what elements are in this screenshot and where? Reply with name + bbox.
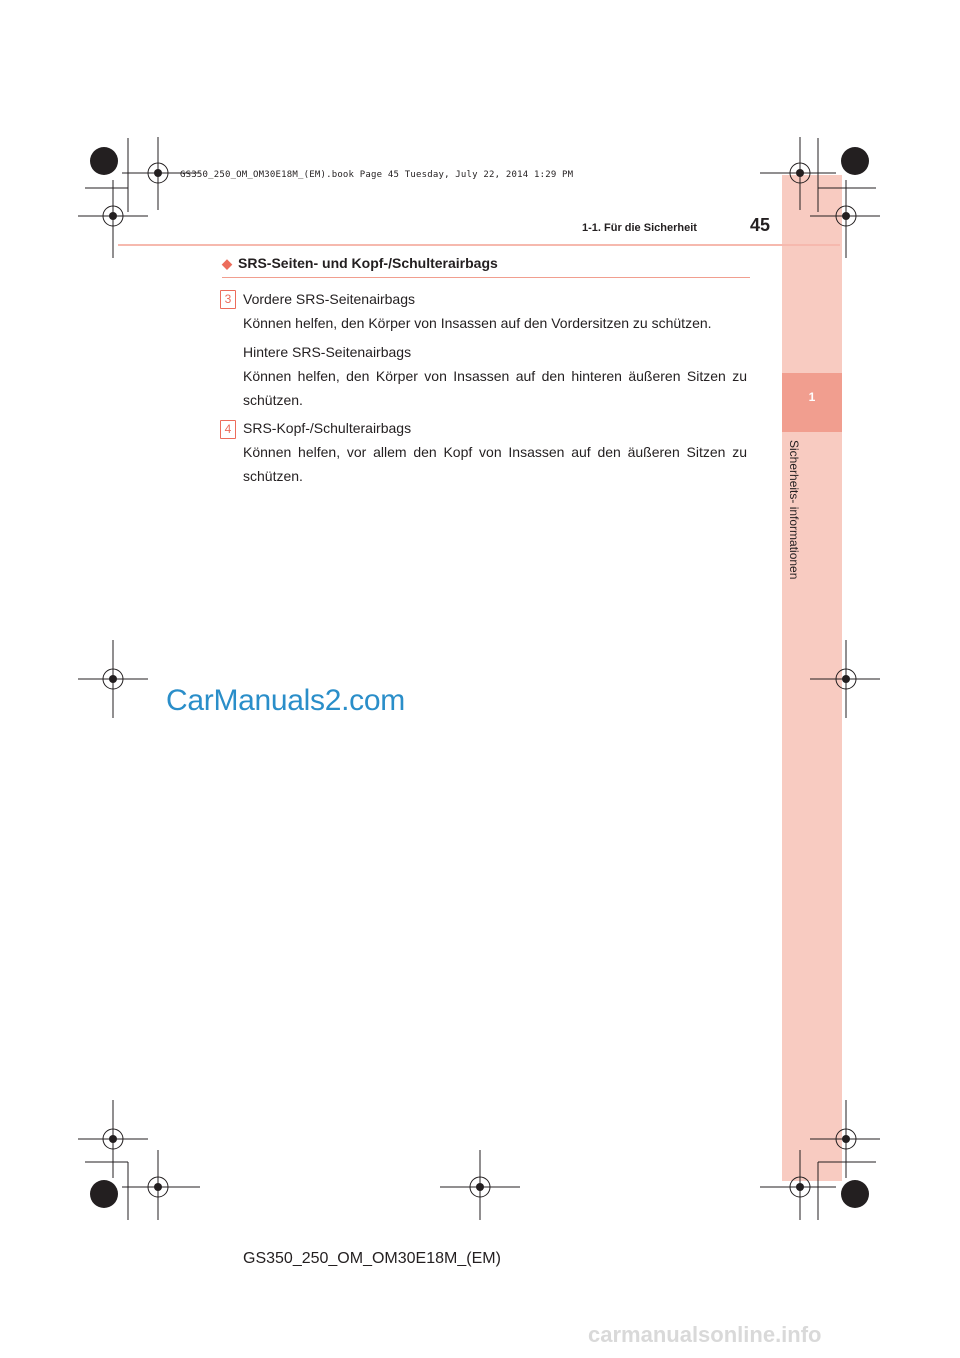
crosshair-icon: [810, 180, 880, 258]
header-rule: [118, 244, 840, 246]
list-item: [243, 287, 747, 335]
list-item: [243, 416, 747, 488]
crosshair-icon: [810, 1100, 880, 1178]
print-info: GS350_250_OM_OM30E18M_(EM).book Page 45 Tuesday, July 22, 2014 1:29 PM: [180, 170, 574, 180]
item-description: Können helfen, den Körper von Insassen auf den Vordersitzen zu schützen.: [243, 315, 712, 331]
item-description: Können helfen, den Körper von Insassen auf den hinteren äußeren Sitzen zu schützen.: [243, 368, 747, 408]
item-title: SRS-Kopf-/Schulterairbags: [243, 420, 412, 436]
registration-dot-icon: [90, 1180, 118, 1208]
crosshair-icon: [440, 1150, 520, 1220]
crosshair-icon: [78, 1100, 148, 1178]
subheading: [222, 255, 498, 272]
registration-dot-icon: [90, 147, 118, 175]
crosshair-icon: [122, 1150, 200, 1220]
crosshair-icon: [760, 137, 836, 210]
bottom-watermark: carmanualsonline.info: [588, 1322, 822, 1347]
subheading-text: SRS-Seiten- und Kopf-/Schulterairbags: [238, 255, 498, 271]
section-header: 1-1. Für die Sicherheit: [582, 222, 697, 234]
list-item: [243, 340, 747, 412]
subheading-rule: [222, 277, 750, 278]
item-title: Vordere SRS-Seitenairbags: [243, 291, 415, 307]
item-description: Können helfen, vor allem den Kopf von Insassen auf den äußeren Sitzen zu schützen.: [243, 444, 747, 484]
registration-dot-icon: [841, 147, 869, 175]
watermark-logo: CarManuals2.com: [166, 684, 405, 717]
footer-code: GS350_250_OM_OM30E18M_(EM): [243, 1250, 501, 1267]
crosshair-icon: [760, 1150, 836, 1220]
item-title: Hintere SRS-Seitenairbags: [243, 344, 412, 360]
item-marker: 3: [220, 290, 236, 309]
crosshair-icon: [810, 640, 880, 718]
item-marker: 4: [220, 420, 236, 439]
side-tab-label-text: Sicherheits- informationen: [787, 440, 801, 580]
page-number: 45: [750, 215, 771, 235]
crosshair-icon: [78, 180, 148, 258]
side-tab-number: 1: [808, 390, 816, 404]
registration-dot-icon: [841, 1180, 869, 1208]
diamond-icon: ◆: [222, 256, 232, 271]
crosshair-icon: [78, 640, 148, 718]
